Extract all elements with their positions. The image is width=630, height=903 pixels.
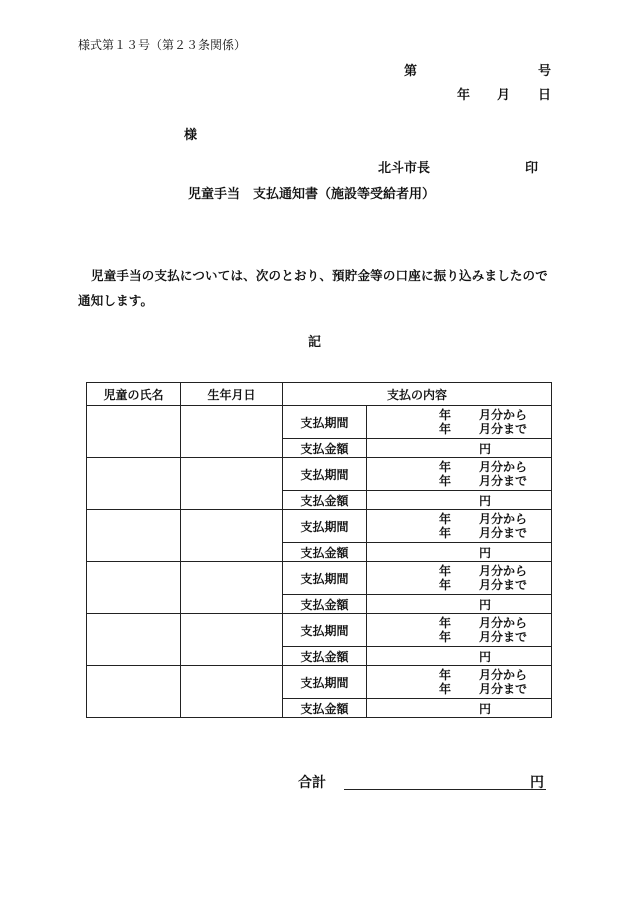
child-name-cell[interactable] bbox=[87, 614, 181, 666]
period-label: 支払期間 bbox=[283, 666, 367, 699]
amount-cell[interactable] bbox=[367, 491, 552, 510]
birthdate-cell[interactable] bbox=[181, 562, 283, 614]
period-cell[interactable] bbox=[367, 406, 552, 439]
date-year-label: 年 bbox=[457, 88, 471, 103]
to-month: 月分まで bbox=[479, 682, 528, 696]
from-year: 年 bbox=[439, 460, 452, 474]
from-month: 月分から bbox=[479, 564, 528, 578]
to-month: 月分まで bbox=[479, 630, 528, 644]
period-cell[interactable] bbox=[367, 562, 552, 595]
from-month: 月分から bbox=[479, 512, 528, 526]
amount-yen: 円 bbox=[478, 649, 491, 664]
amount-cell[interactable] bbox=[367, 647, 552, 666]
issuer-name: 北斗市長 bbox=[378, 161, 431, 176]
amount-yen: 円 bbox=[478, 545, 491, 560]
birthdate-cell[interactable] bbox=[181, 614, 283, 666]
birthdate-cell[interactable] bbox=[181, 458, 283, 510]
to-year: 年 bbox=[439, 422, 452, 436]
amount-label: 支払金額 bbox=[283, 543, 367, 562]
from-year: 年 bbox=[439, 564, 452, 578]
number-suffix: 号 bbox=[538, 64, 552, 79]
header-payment-content: 支払の内容 bbox=[283, 383, 552, 406]
from-year: 年 bbox=[439, 408, 452, 422]
to-month: 月分まで bbox=[479, 474, 528, 488]
amount-cell[interactable] bbox=[367, 439, 552, 458]
to-month: 月分まで bbox=[479, 526, 528, 540]
period-label: 支払期間 bbox=[283, 406, 367, 439]
total-amount-line bbox=[344, 789, 546, 790]
to-year: 年 bbox=[439, 474, 452, 488]
form-number: 様式第１３号（第２３条関係） bbox=[78, 38, 247, 52]
table-row bbox=[87, 562, 552, 595]
to-month: 月分まで bbox=[479, 578, 528, 592]
from-year: 年 bbox=[439, 668, 452, 682]
amount-yen: 円 bbox=[478, 701, 491, 716]
to-year: 年 bbox=[439, 682, 452, 696]
table-header-row bbox=[87, 383, 552, 406]
ki-heading: 記 bbox=[308, 335, 322, 350]
to-year: 年 bbox=[439, 578, 452, 592]
from-year: 年 bbox=[439, 512, 452, 526]
amount-label: 支払金額 bbox=[283, 647, 367, 666]
amount-label: 支払金額 bbox=[283, 491, 367, 510]
addressee-suffix: 様 bbox=[184, 128, 198, 143]
from-year: 年 bbox=[439, 616, 452, 630]
child-name-cell[interactable] bbox=[87, 406, 181, 458]
table-row bbox=[87, 666, 552, 699]
period-cell[interactable] bbox=[367, 666, 552, 699]
notice-body: 児童手当の支払については、次のとおり、預貯金等の口座に振り込みましたので通知します。 bbox=[78, 268, 548, 308]
child-name-cell[interactable] bbox=[87, 458, 181, 510]
period-cell[interactable] bbox=[367, 510, 552, 543]
amount-cell[interactable] bbox=[367, 699, 552, 718]
amount-label: 支払金額 bbox=[283, 439, 367, 458]
amount-yen: 円 bbox=[478, 597, 491, 612]
from-month: 月分から bbox=[479, 408, 528, 422]
amount-yen: 円 bbox=[478, 493, 491, 508]
period-label: 支払期間 bbox=[283, 510, 367, 543]
period-label: 支払期間 bbox=[283, 458, 367, 491]
period-cell[interactable] bbox=[367, 614, 552, 647]
table-row bbox=[87, 406, 552, 439]
table-row bbox=[87, 510, 552, 543]
header-child-name: 児童の氏名 bbox=[87, 383, 181, 406]
child-name-cell[interactable] bbox=[87, 666, 181, 718]
document-title: 児童手当 支払通知書（施設等受給者用） bbox=[188, 187, 436, 202]
amount-label: 支払金額 bbox=[283, 699, 367, 718]
table-row bbox=[87, 614, 552, 647]
payment-table bbox=[86, 382, 552, 718]
child-name-cell[interactable] bbox=[87, 510, 181, 562]
from-month: 月分から bbox=[479, 460, 528, 474]
amount-cell[interactable] bbox=[367, 543, 552, 562]
seal-mark: 印 bbox=[525, 161, 539, 176]
table-row bbox=[87, 458, 552, 491]
period-cell[interactable] bbox=[367, 458, 552, 491]
child-name-cell[interactable] bbox=[87, 562, 181, 614]
date-day-label: 日 bbox=[538, 88, 552, 103]
from-month: 月分から bbox=[479, 616, 528, 630]
birthdate-cell[interactable] bbox=[181, 666, 283, 718]
to-month: 月分まで bbox=[479, 422, 528, 436]
to-year: 年 bbox=[439, 526, 452, 540]
date-month-label: 月 bbox=[497, 88, 511, 103]
period-label: 支払期間 bbox=[283, 614, 367, 647]
from-month: 月分から bbox=[479, 668, 528, 682]
number-prefix: 第 bbox=[404, 64, 418, 79]
total-label: 合計 bbox=[298, 775, 326, 791]
amount-cell[interactable] bbox=[367, 595, 552, 614]
birthdate-cell[interactable] bbox=[181, 406, 283, 458]
period-label: 支払期間 bbox=[283, 562, 367, 595]
amount-label: 支払金額 bbox=[283, 595, 367, 614]
birthdate-cell[interactable] bbox=[181, 510, 283, 562]
to-year: 年 bbox=[439, 630, 452, 644]
header-birthdate: 生年月日 bbox=[181, 383, 283, 406]
amount-yen: 円 bbox=[478, 441, 491, 456]
total-yen: 円 bbox=[530, 775, 544, 791]
